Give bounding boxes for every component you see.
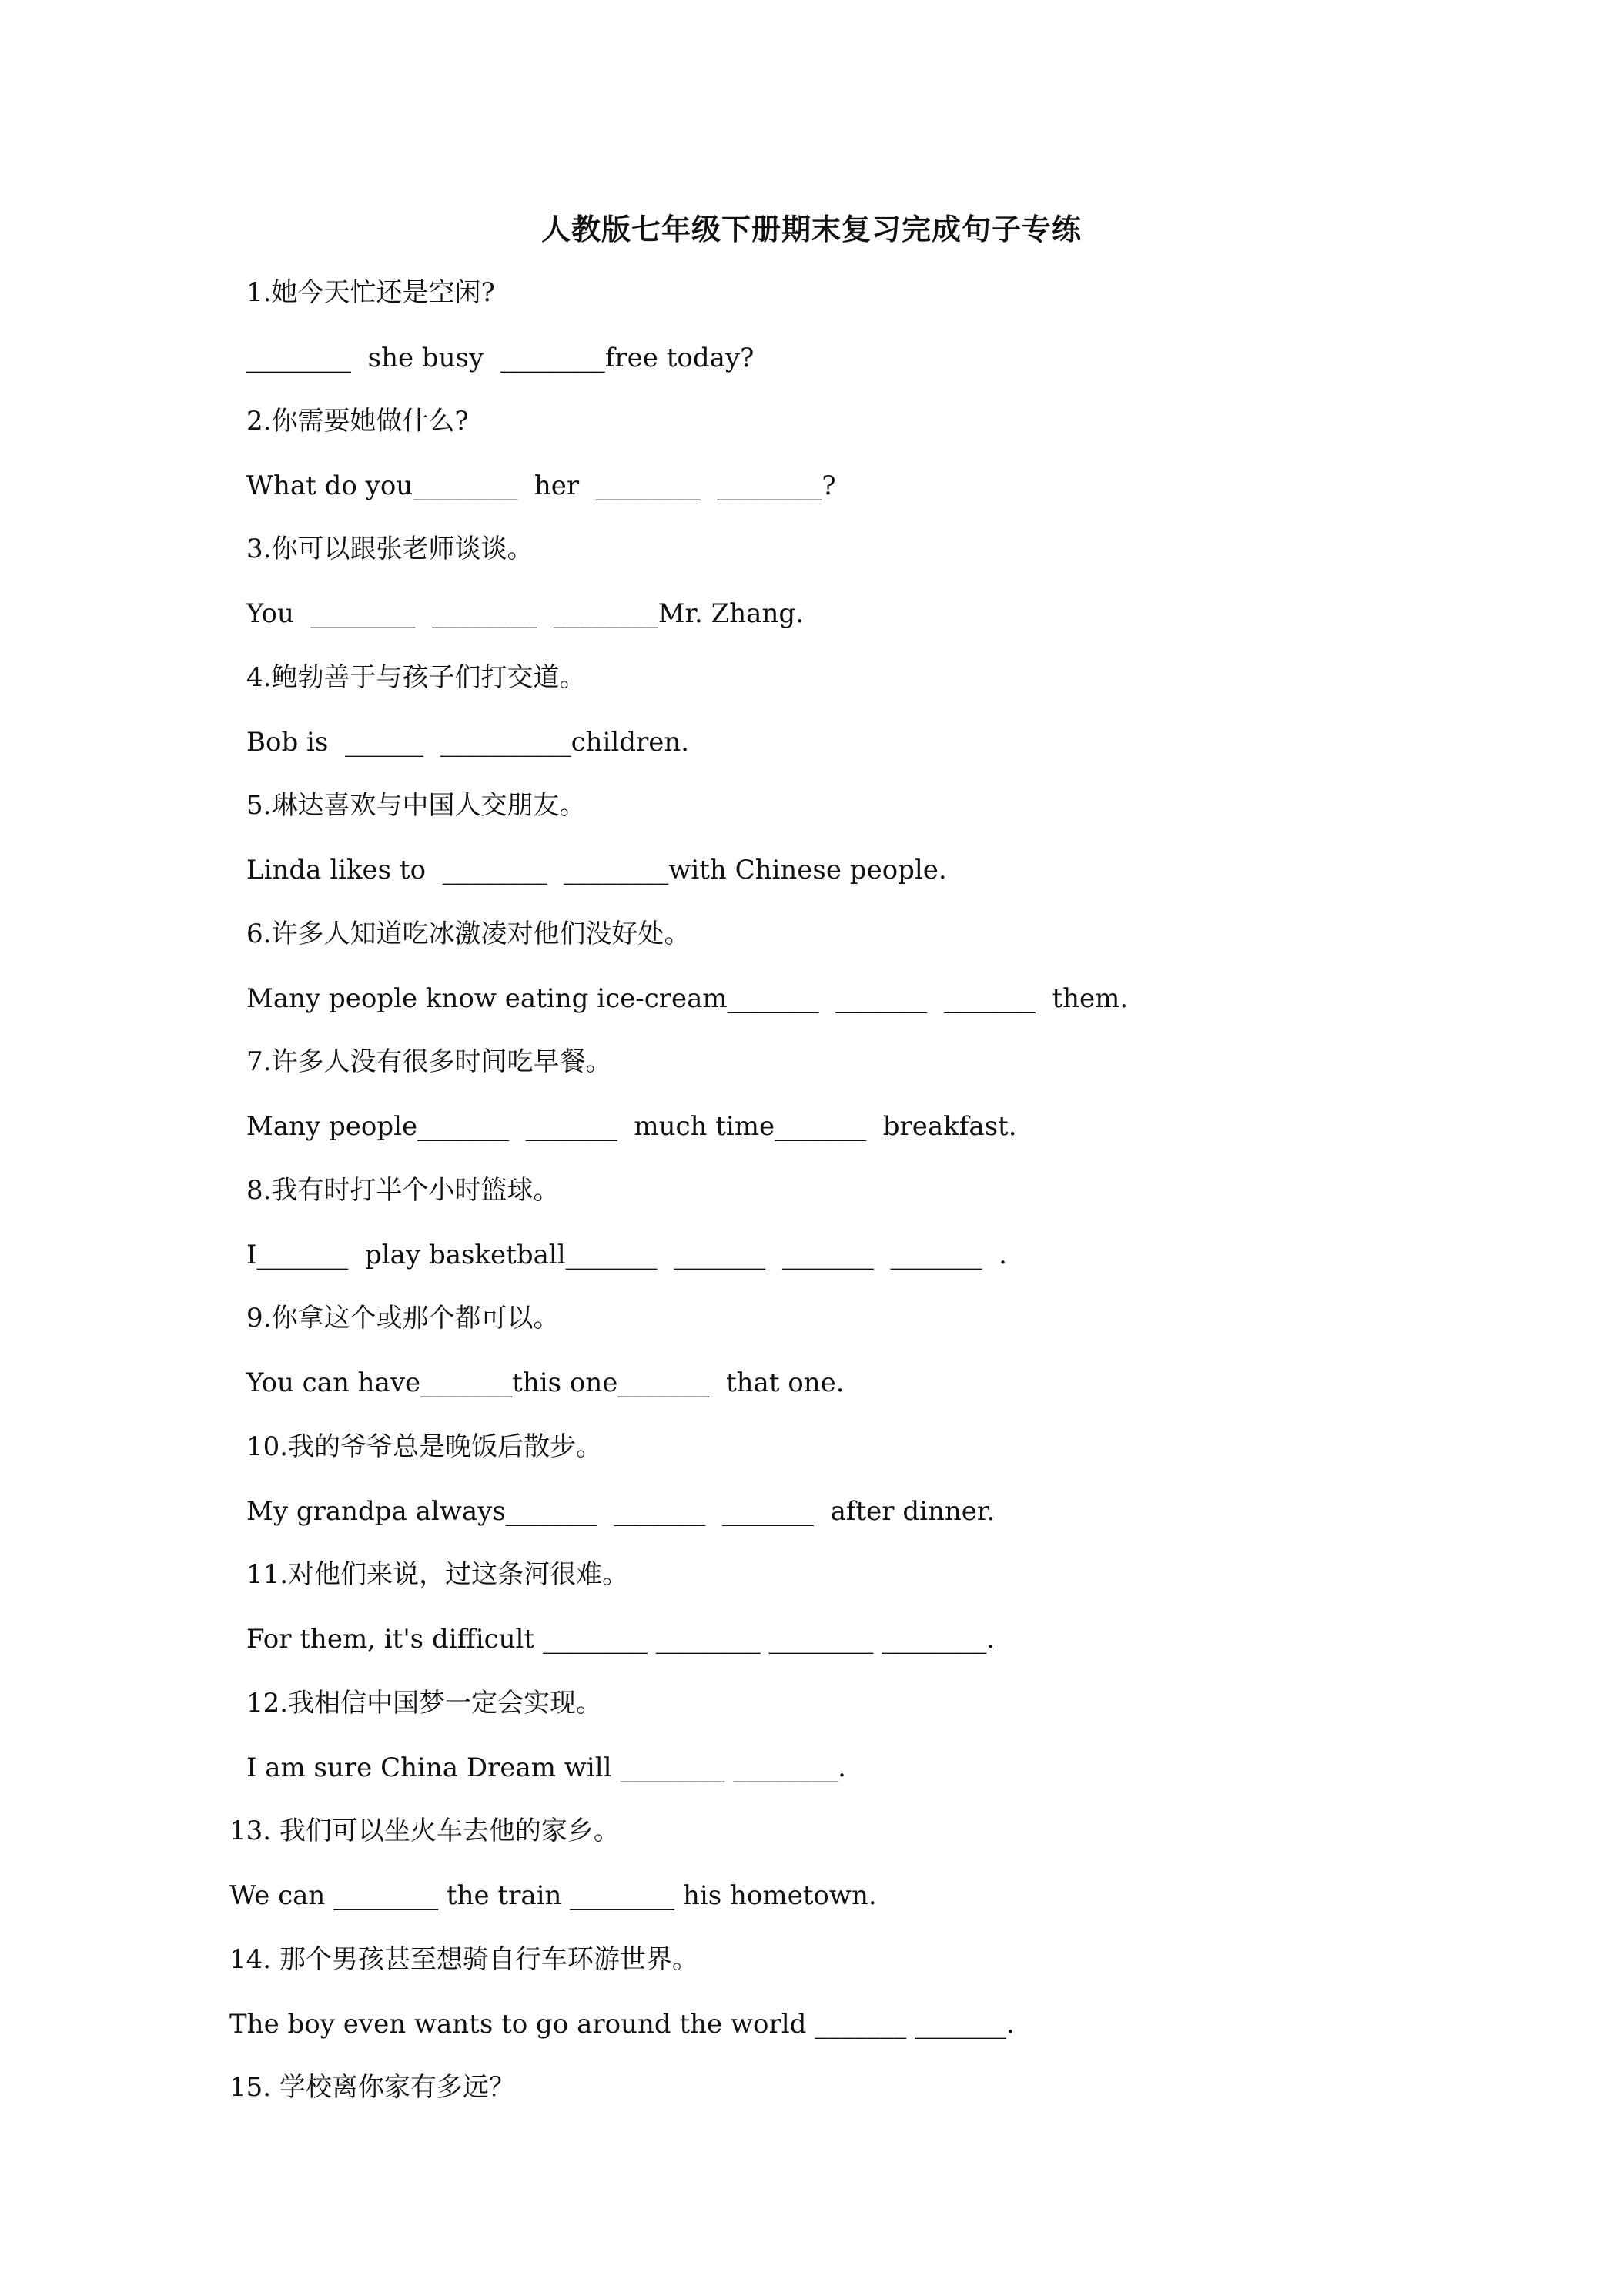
question-3-chinese: 3.你可以跟张老师谈谈。 xyxy=(246,534,534,564)
question-14-english: The boy even wants to go around the world _______ _______. xyxy=(229,2009,1015,2040)
question-1-chinese: 1.她今天忙还是空闲? xyxy=(246,277,495,308)
question-2-chinese: 2.你需要她做什么? xyxy=(246,406,469,437)
question-5-chinese: 5.琳达喜欢与中国人交朋友。 xyxy=(246,790,586,821)
question-11-english: For them, it's difficult ________ ________ ________ ________. xyxy=(246,1624,996,1655)
question-9-english: You can have_______this one_______ that one. xyxy=(246,1367,845,1398)
question-11-chinese: 11.对他们来说，过这条河很难。 xyxy=(246,1559,629,1590)
question-12-chinese: 12.我相信中国梦一定会实现。 xyxy=(246,1688,603,1719)
question-10-english: My grandpa always_______ _______ _______ after dinner. xyxy=(246,1496,996,1527)
question-8-chinese: 8.我有时打半个小时篮球。 xyxy=(246,1175,560,1206)
question-9-chinese: 9.你拿这个或那个都可以。 xyxy=(246,1303,560,1334)
question-13-english: We can ________ the train ________ his hometown. xyxy=(229,1880,877,1911)
question-8-english: I_______ play basketball_______ _______ _______ _______ . xyxy=(246,1240,1007,1270)
question-14-chinese: 14. 那个男孩甚至想骑自行车环游世界。 xyxy=(229,1944,698,1975)
question-15-chinese: 15. 学校离你家有多远？ xyxy=(229,2072,515,2103)
question-4-english: Bob is ______ __________children. xyxy=(246,727,690,758)
page-title: 人教版七年级下册期末复习完成句子专练 xyxy=(540,212,1082,246)
question-10-chinese: 10.我的爷爷总是晚饭后散步。 xyxy=(246,1431,603,1462)
question-2-english: What do you________ her ________ ________? xyxy=(246,470,836,501)
question-1-english: ________ she busy ________free today? xyxy=(246,343,755,373)
question-13-chinese: 13. 我们可以坐火车去他的家乡。 xyxy=(229,1816,620,1846)
question-7-chinese: 7.许多人没有很多时间吃早餐。 xyxy=(246,1046,612,1077)
question-12-english: I am sure China Dream will ________ ________. xyxy=(246,1752,846,1783)
question-6-chinese: 6.许多人知道吃冰激凌对他们没好处。 xyxy=(246,919,691,949)
question-4-chinese: 4.鲍勃善于与孩子们打交道。 xyxy=(246,662,586,693)
question-7-english: Many people_______ _______ much time_______ breakfast. xyxy=(246,1111,1017,1142)
question-6-english: Many people know eating ice-cream_______ _______ _______ them. xyxy=(246,983,1129,1014)
question-3-english: You ________ ________ ________Mr. Zhang. xyxy=(246,598,804,629)
question-5-english: Linda likes to ________ ________with Chinese people. xyxy=(246,855,947,885)
